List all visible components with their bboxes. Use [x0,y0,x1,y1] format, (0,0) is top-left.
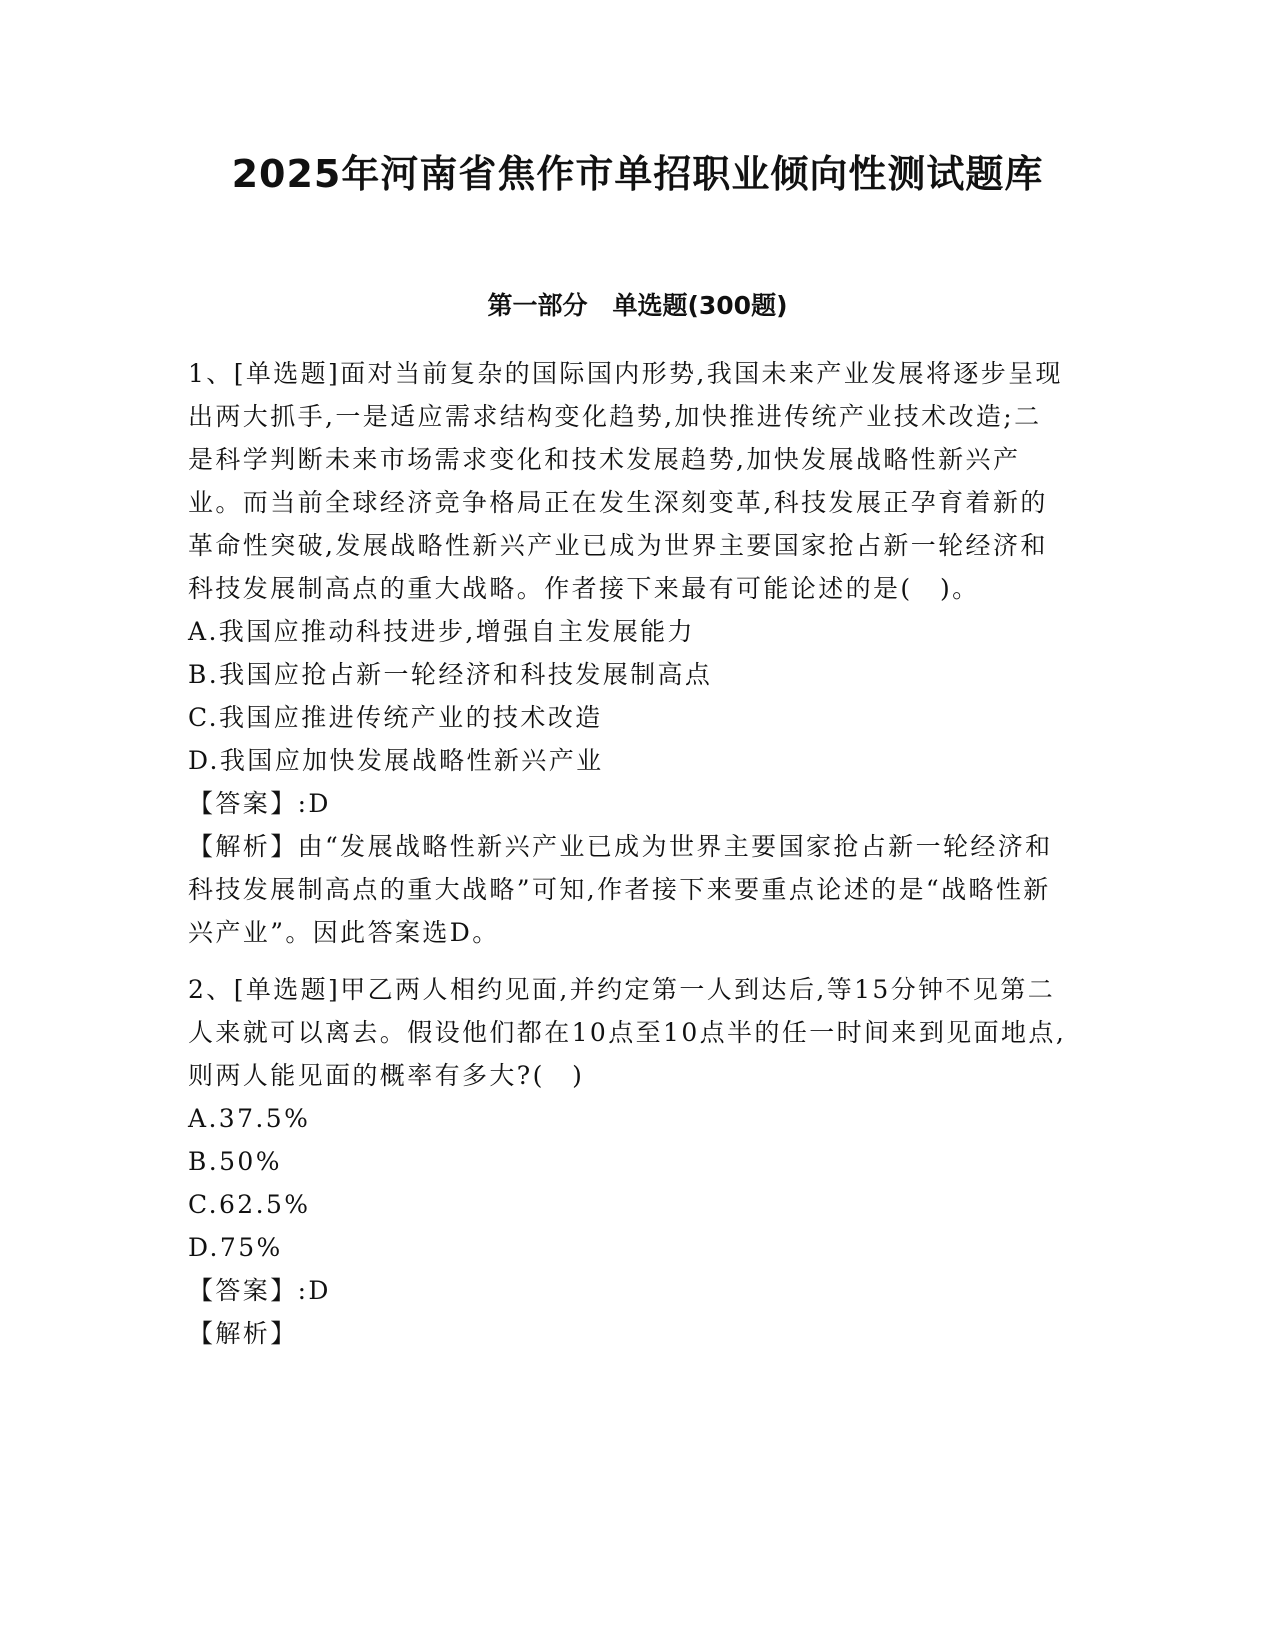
question-stem: 1、[单选题]面对当前复杂的国际国内形势,我国未来产业发展将逐步呈现出两大抓手,一是适应需求结构变化趋势,加快推进传统产业技术改造;二是科学判断未来市场需求变化和技术发展趋势,加快发展战略性新兴产业。而当前全球经济竞争格局正在发生深刻变革,科技发展正孕育着新的革命性突破,发展战略性新兴产业已成为世界主要国家抢占新一轮经济和科技发展制高点的重大战略。作者接下来最有可能论述的是( )。 [188,359,1063,603]
answer-line: 【答案】:D [188,789,331,818]
analysis-text: 【解析】由“发展战略性新兴产业已成为世界主要国家抢占新一轮经济和科技发展制高点的重大战略”可知,作者接下来要重点论述的是“战略性新兴产业”。因此答案选D。 [188,832,1053,947]
question-list [188,352,1068,1369]
analysis-text: 【解析】 [188,1319,298,1348]
question-2 [188,968,1068,1355]
answer-line: 【答案】:D [188,1276,331,1305]
question-stem: 2、[单选题]甲乙两人相约见面,并约定第一人到达后,等15分钟不见第二人来就可以离去。假设他们都在10点至10点半的任一时间来到见面地点,则两人能见面的概率有多大?( ) [188,975,1067,1090]
option-a: A.我国应推动科技进步,增强自主发展能力 [188,617,695,646]
option-d: D.75% [188,1233,283,1262]
option-c: C.我国应推进传统产业的技术改造 [188,703,603,732]
question-1 [188,352,1068,954]
option-a: A.37.5% [188,1104,311,1133]
option-c: C.62.5% [188,1190,311,1219]
document-title: 2025年河南省焦作市单招职业倾向性测试题库 [231,152,1044,196]
option-b: B.50% [188,1147,282,1176]
option-d: D.我国应加快发展战略性新兴产业 [188,746,604,775]
section-title: 第一部分 单选题(300题) [487,291,788,320]
option-b: B.我国应抢占新一轮经济和科技发展制高点 [188,660,713,689]
